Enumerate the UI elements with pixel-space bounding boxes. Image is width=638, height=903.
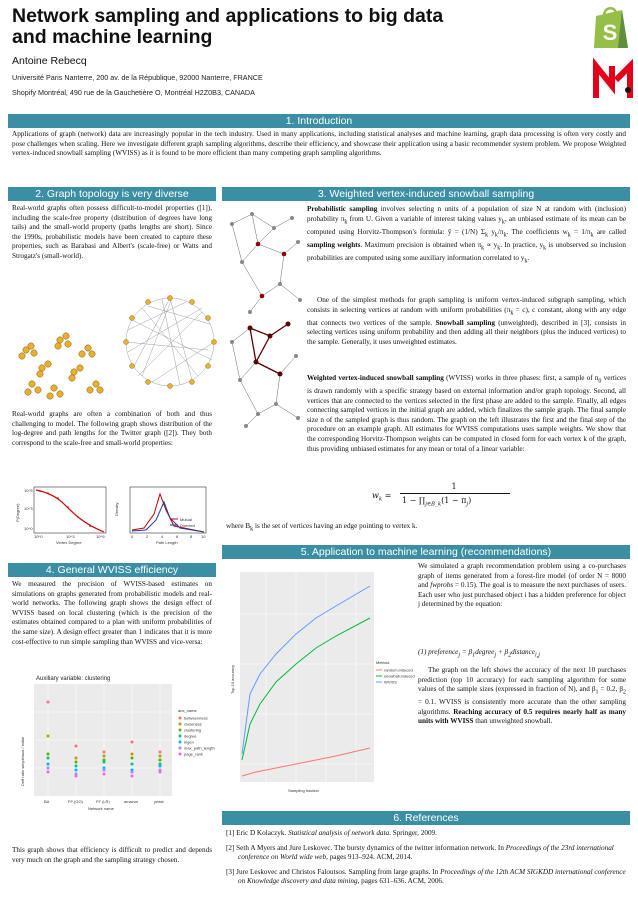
ref1-c: . Springer, 2009. [389,829,437,837]
path-plot-xlabel: Path Length [156,540,178,545]
legend-snowball-induced: snowball.induced [384,673,415,679]
ref3-a: [3] Jure Leskovec and Christos Faloutsos. Sampling from large graphs. In [226,867,441,876]
efficiency-paragraph-2: This graph shows that efficiency is difficult to predict and depends very much on the graph and the sampling strategy chosen. [12,846,212,864]
topology-paragraph-2: Real-world graphs are often a combination of both and thus challenging to model. The following graph shows distribution of the log-degree and path lengths for the Twitter graph ([2]). They both correspond to the scale-free and small-world properties: [12,410,212,447]
design-effect-xtick-fflr: FF (LR) [96,799,110,804]
pref-eq-b: = β [460,648,473,656]
accuracy-chart-ylabel: Top 10 accuracy [230,664,235,694]
ref3-venue: Proceedings of the 12th ACM SIGKDD international conference on Knowledge discovery and data mining [238,867,626,886]
references-list [226,829,626,892]
reference-2 [226,844,626,863]
path-plot-xtick-4: 8 [190,534,193,539]
p1-sub-e: k [501,219,505,226]
title-line-1: Network sampling and applications to big data [12,5,444,27]
design-effect-chart-title: Auxiliary variable: clustering [36,676,111,682]
section-wviss-header: 3. Weighted vertex-induced snowball sampling [222,187,630,201]
design-effect-xtick-ba: BA [44,799,50,804]
p3-sub-c: 0 [598,378,602,385]
path-plot-legend-mutual: Mutual [180,517,193,522]
section-topology-header: 2. Graph topology is very diverse [8,187,216,201]
section-efficiency-header: 4. General WVISS efficiency [8,563,216,577]
degree-plot-xlabel: Vertex Degree [56,540,82,545]
legend-max-path-length: max_path_length [184,745,215,751]
p1-sub-k: k [503,232,507,239]
pref-eq-d: + β [496,648,509,656]
p1-sub-g: k [485,232,489,239]
degree-plot-xtick-5: 10^5 [96,534,105,539]
design-effect-xtick-yeast: yeast [154,799,164,804]
p1-sub-y: k [524,258,528,265]
eq-numerator: 1 [451,482,457,491]
p1-text-n: = 1/π [570,227,591,236]
p2-text-c: = c), c constant, along with any edge that connects two vertices of the sample. [307,305,626,327]
design-effect-xtick-ffgo: FF (GO) [68,799,83,804]
ref2-venue: Proceedings of the 23rd international conference on World wide web [238,843,614,862]
path-plot-xtick-0: 0 [131,534,134,539]
ba-ws-network-figure [12,280,216,410]
p3-text-d: vertices is drawn randomly with a specific strategy based on external information and/or graph topology. Second, all vertices that are connected to the vertices selected in the first phase are added to the sample. Finally, all edges connecting sampled vertices in the initial graph are added, which finalizes the sample graph. The final sample size n of the sampled graph is thus random. The graph on the left illustrates the first and the final step of the procedure on an example graph. All estimates for WVISS computations uses sample weights. We show that the corresponding Horvitz-Thompson weights can be computed in closed form for each vertex k of the graph, thus providing unbiased estimates for any mean or total of a linear variable: [307,374,626,453]
topology-paragraph-1: Real-world graphs often possess difficult-to-model properties ([1]), including the scale-free property (distribution of degrees have long tails) and the small-world property (paths lengths are short). Since the 1990s, probabilistic models have been created to capture these properties, such as Barabasi and Albert's (scale-free) or Watts and Strogatz's (small-world). [12,204,212,260]
design-effect-xtick-amazon: amazon [124,799,139,804]
ml-p1-c: = 0.15). The goal is to measure the next purchases of users. Each user who just purchased object i has a hidden preference for object j determined by the equation: [418,581,626,609]
ml-p1-a: We simulated a graph recommendation problem using a co-purchases graph of items generated from a forest-fire model (of order N = 8000 and [418,562,626,590]
design-effect-ylabel: Deff ratio simple/aux / initial [20,737,25,786]
ml-p1-fwprobs: fwprobs [430,581,454,590]
degree-plot-ylabel: P(Degree) [15,503,20,522]
nanterre-logo [592,60,634,102]
degree-plot-ytick-3: 10^3 [24,506,33,511]
p2-sub-b: k [510,310,514,317]
p1-sub-m: k [567,232,571,239]
p1-text-j: /π [497,227,504,236]
path-plot-xtick-5: 10 [201,534,206,539]
path-plot-ylabel: Density [114,502,119,516]
affiliation-1: Université Paris Nanterre, 200 av. de la République, 92000 Nanterre, FRANCE [12,73,263,82]
p2-text-e: (unweighted), described in [3], consists in selecting vertices using uniform probability and then adding all their neighbors (plus the induced vertices) to the sample. Generally, it uses unweighted estimates. [307,318,627,346]
wviss-paragraph-3-top [307,374,626,454]
p1-sub-w: k [543,245,547,252]
p4-text-c: is the set of vertices having an edge pointing to vertex k. [253,522,418,530]
snowball-sampling-graph-figure [222,204,306,430]
p1-text-b: involves selecting n units of a population of size N at random with (inclusion) probability π [307,205,627,223]
term-wviss: Weighted vertex-induced snowball sampling [307,374,444,382]
ml-p2-highlight: Reaching accuracy of 0.5 requires nearly half as many units with WVISS [418,707,626,726]
p1-sub-o: k [590,232,594,239]
p1-sub-s: k [481,245,485,252]
term-sampling-weights: sampling weights [307,240,361,249]
term-probabilistic-sampling: Probabilistic sampling [307,205,378,213]
degree-plot-xtick-3: 10^3 [66,534,75,539]
path-plot-xtick-3: 6 [176,534,179,539]
term-snowball-sampling: Snowball sampling [435,318,495,327]
title-line-2: and machine learning [12,26,213,48]
design-effect-xlabel: Network name [88,806,114,811]
wviss-paragraph-2 [307,296,626,347]
ref2-a: [2] Seth A Myers and Jure Leskovec. The bursty dynamics of the twitter information network. In [226,843,506,852]
legend-closeness: closeness [184,721,202,727]
ref1-a: [1] Eric D Kolaczyk. [226,829,289,837]
ml-p2-sub-b: 1 [595,689,599,696]
pref-eq-c: degree [475,648,495,656]
pref-eq-sub3: j [494,652,497,659]
accuracy-legend-title: Method [376,660,390,665]
author: Antoine Rebecq [12,55,87,67]
p1-text-l: . The coefficients w [506,227,568,236]
shopify-logo [590,4,632,52]
degree-plot-ytick-5: 10^5 [24,488,33,493]
ml-p2-e: = 0.1. WVISS is consistently more accurate than the other sampling algorithms. [418,698,626,716]
ref3-c: , pages 631–636. ACM, 2006. [357,877,444,886]
ml-p2-c: = 0.2, β [598,685,623,694]
p1-text-z: . [527,253,530,262]
affiliation-2: Shopify Montréal, 490 rue de la Gauchetière O, Montréal H2Z0B3, CANADA [12,88,255,97]
p1-text-d: from U. Given a variable of interest taking values y [347,214,502,223]
path-plot-xtick-2: 4 [161,534,164,539]
legend-clustering: clustering [184,727,202,733]
wviss-paragraph-1 [307,205,626,267]
degree-plot-ytick-0: 10^0 [24,526,33,531]
reference-3 [226,868,626,887]
pref-eq-sub4: 2 [508,652,512,659]
legend-wviss: WVISS [384,679,397,685]
p1-text-p: are called [593,227,627,236]
section-introduction-header: 1. Introduction [8,114,630,128]
path-plot-xtick-1: 2 [146,534,149,539]
p1-text-t: ∝ y [484,240,498,249]
eq-lhs-sub: k [378,496,383,503]
eq-lhs-w: w [372,491,379,500]
pref-eq-sub5: i,j [535,652,540,659]
p1-text-x: is unobserved so inclusion probabilities are computed using some auxiliary information correlated to y [307,240,627,262]
eq-denominator [402,496,471,508]
p4-text-a: where B [226,522,251,530]
weight-equation [372,482,572,510]
accuracy-chart-xlabel: Sampling fraction [288,788,319,793]
p1-sub-i: k [494,232,498,239]
ml-paragraph-2 [418,666,626,727]
ml-p2-sub-d: 2 [622,689,626,696]
pref-eq-e: distance [511,648,536,656]
section-references-header: 6. References [222,811,630,825]
preference-equation [418,648,628,661]
path-length-density-plot [114,484,210,546]
p1-text-f: , an unbiased estimate of its mean can be computed using Horvitz-Thompson's formula: ŷ = (1/N) Σ [307,214,626,236]
p3-text-b: (WVISS) works in three phases: first, a sample of n [443,374,599,382]
ml-p2-g: than unweighted snowball. [473,717,553,726]
legend-degree: degree [184,733,197,739]
introduction-text: Applications of graph (network) data are increasingly popular in the tech industry. Used in many applications, including statistical analyses and machine learning, graph data processing is often very costly and pose challenges when scaling. Here we investigate different graph sampling algorithms, describe their efficiency, and showcase their application using a basic recommender system problem. We propose Weighted vertex-induced snowball sampling (WVISS) as it is found to be more efficient than many competing graph sampling algorithms. [12,130,626,158]
wviss-paragraph-4 [226,522,626,535]
section-ml-header: 5. Application to machine learning (recommendations) [222,545,630,559]
p2-text-a: One of the simplest methods for graph sampling is uniform vertex-induced subgraph sampling, which consists in selecting vertices at random with uniform probabilities (π [307,296,626,314]
eq-den-sub: j∈B_k [425,501,442,508]
degree-plot-xtick-0: 10^0 [34,534,43,539]
design-effect-legend-title: aux_name [178,708,197,713]
legend-betweenness: betweenness [184,715,208,721]
p1-text-v: . In practice, y [500,240,544,249]
poster-title [12,6,532,48]
ml-p2-a: The graph on the left shows the accuracy of the next 10 purchases prediction (top 10 accuracy) for each sampling algorithm for some values of the sample sizes (expressed in fraction of N), and β [418,666,626,694]
eq-lhs: $w_k$ = [372,491,392,503]
pref-eq-a: (1) preference [418,648,459,656]
eq-den-tail: (1 − π [441,496,467,505]
degree-distribution-plot [16,484,110,546]
legend-page-rank: page_rank [184,751,203,757]
top10-accuracy-chart [226,564,418,800]
p4-sub-b: k [250,526,254,533]
ml-paragraph-1 [418,562,626,610]
p1-text-r: . Maximum precision is obtained when π [360,240,482,249]
eq-den-a: 1 − ∏ [402,496,426,505]
ref2-c: , pages 913–924. ACM, 2014. [326,853,413,862]
ref1-title: Statistical analysis of network data [288,829,390,837]
eq-den-end: ) [468,496,472,505]
path-plot-legend-directed: Directed [180,523,195,528]
p1-text-h: y [488,227,495,236]
shopify-logo-letter: S [602,20,618,45]
p1-sub-c: k [344,219,348,226]
pref-eq-sub2: 1 [472,652,476,659]
p1-sub-u: k [497,245,501,252]
legend-random-induced: random.induced [384,667,413,673]
eq-den-j: j [466,501,469,508]
design-effect-chart [12,672,216,812]
legend-eigen: eigen [184,739,194,745]
reference-1 [226,829,626,839]
pref-eq-sub1: j [458,652,461,659]
efficiency-paragraph-1: We measured the precision of WVISS-based estimates on simulations on graphs generated from probabilistic models and real-world networks. The following graph shows the design effect of WVISS based on local clustering (which is the precision of the estimates obtained compared to a plan with uniform probabilities of the same size). A design effect greater than 1 indicates that it is more cost-effective to run simple sampling than WVISS and vice-versa: [12,580,212,646]
